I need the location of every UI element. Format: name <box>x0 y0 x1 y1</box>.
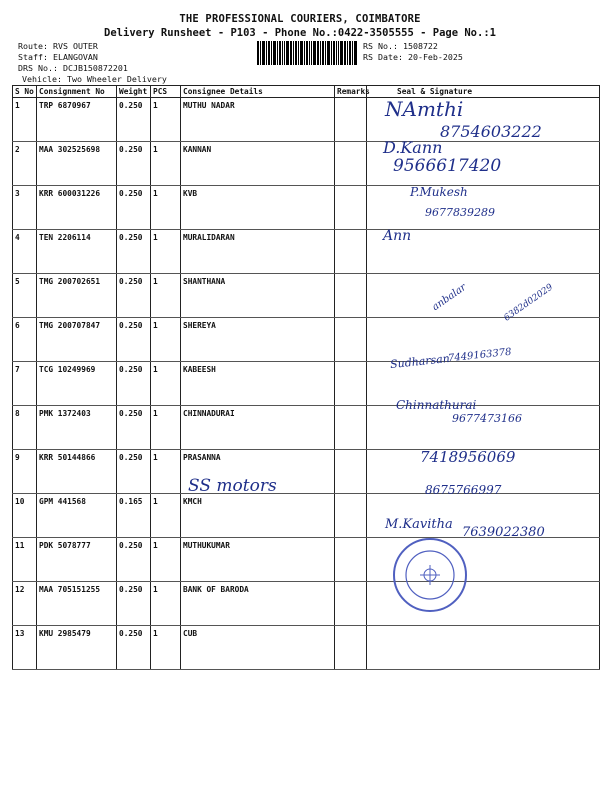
cell-weight: 0.250 <box>117 626 151 670</box>
cell-weight: 0.250 <box>117 186 151 230</box>
cell-weight: 0.250 <box>117 362 151 406</box>
cell-sno: 6 <box>13 318 37 362</box>
cell-consignee: SHANTHANA <box>181 274 335 318</box>
cell-pcs: 1 <box>151 406 181 450</box>
cell-weight: 0.250 <box>117 582 151 626</box>
cell-pcs: 1 <box>151 582 181 626</box>
cell-remarks <box>335 318 367 362</box>
drs-number: DRS No.: DCJB150872201 <box>18 63 128 73</box>
cell-consignee: MUTHU NADAR <box>181 98 335 142</box>
cell-sno: 4 <box>13 230 37 274</box>
cell-consignment: KMU 2985479 <box>37 626 117 670</box>
cell-pcs: 1 <box>151 318 181 362</box>
seal-stamp-icon <box>390 535 470 615</box>
cell-remarks <box>335 98 367 142</box>
cell-pcs: 1 <box>151 494 181 538</box>
handwritten-name: D.Kann <box>383 138 443 157</box>
table-row <box>13 582 600 626</box>
runsheet-subtitle: Delivery Runsheet - P103 - Phone No.:0422-3505555 - Page No.:1 <box>104 27 496 39</box>
cell-remarks <box>335 494 367 538</box>
cell-consignee: BANK OF BARODA <box>181 582 335 626</box>
cell-consignee: KABEESH <box>181 362 335 406</box>
cell-sno: 7 <box>13 362 37 406</box>
handwritten-name: NAmthi <box>385 97 464 121</box>
cell-consignment: KRR 600031226 <box>37 186 117 230</box>
cell-pcs: 1 <box>151 274 181 318</box>
cell-consignment: MAA 302525698 <box>37 142 117 186</box>
col-seal-signature: Seal & Signature <box>367 86 600 98</box>
route-label: Route: RVS OUTER <box>18 41 98 51</box>
handwritten-signature: Ann <box>383 228 412 244</box>
cell-pcs: 1 <box>151 538 181 582</box>
handwritten-name: Sudharsan <box>389 351 451 372</box>
cell-sno: 2 <box>13 142 37 186</box>
cell-remarks <box>335 538 367 582</box>
col-remarks: Remarks <box>335 86 367 98</box>
cell-remarks <box>335 626 367 670</box>
cell-remarks <box>335 186 367 230</box>
table-row <box>13 626 600 670</box>
cell-consignee: KANNAN <box>181 142 335 186</box>
cell-signature <box>367 626 600 670</box>
cell-sno: 8 <box>13 406 37 450</box>
handwritten-name: M.Kavitha <box>385 517 453 532</box>
runsheet-table <box>12 85 600 670</box>
handwritten-phone: 8675766997 <box>425 483 502 497</box>
handwritten-code: 6382d02029 <box>502 282 555 324</box>
cell-consignee: CUB <box>181 626 335 670</box>
cell-sno: 10 <box>13 494 37 538</box>
table-row <box>13 230 600 274</box>
cell-weight: 0.250 <box>117 230 151 274</box>
cell-remarks <box>335 230 367 274</box>
cell-sno: 5 <box>13 274 37 318</box>
cell-consignment: PDK 5078777 <box>37 538 117 582</box>
cell-consignment: KRR 50144866 <box>37 450 117 494</box>
handwritten-phone: 9566617420 <box>393 156 502 176</box>
cell-consignment: TMG 200707847 <box>37 318 117 362</box>
cell-pcs: 1 <box>151 626 181 670</box>
handwritten-phone: 7418956069 <box>420 448 516 466</box>
cell-remarks <box>335 450 367 494</box>
cell-consignment: TRP 6870967 <box>37 98 117 142</box>
cell-pcs: 1 <box>151 186 181 230</box>
cell-weight: 0.165 <box>117 494 151 538</box>
cell-remarks <box>335 274 367 318</box>
cell-consignment: TEN 2206114 <box>37 230 117 274</box>
barcode-icon <box>257 41 357 65</box>
cell-pcs: 1 <box>151 362 181 406</box>
vehicle-label: Vehicle: Two Wheeler Delivery <box>22 74 167 84</box>
handwritten-name: P.Mukesh <box>410 185 468 199</box>
col-sno: S No <box>13 86 37 98</box>
table-header-row <box>13 86 600 98</box>
cell-remarks <box>335 142 367 186</box>
cell-remarks <box>335 362 367 406</box>
handwritten-note: SS motors <box>188 476 277 496</box>
handwritten-phone: 8754603222 <box>440 122 542 141</box>
col-pcs: PCS <box>151 86 181 98</box>
cell-consignee: KMCH <box>181 494 335 538</box>
cell-weight: 0.250 <box>117 406 151 450</box>
handwritten-phone: 9677839289 <box>425 206 495 219</box>
col-consignee: Consignee Details <box>181 86 335 98</box>
cell-weight: 0.250 <box>117 142 151 186</box>
cell-remarks <box>335 406 367 450</box>
cell-pcs: 1 <box>151 230 181 274</box>
cell-sno: 13 <box>13 626 37 670</box>
staff-label: Staff: ELANGOVAN <box>18 52 98 62</box>
table-row <box>13 186 600 230</box>
cell-consignee: CHINNADURAI <box>181 406 335 450</box>
cell-consignee: MUTHUKUMAR <box>181 538 335 582</box>
cell-sno: 12 <box>13 582 37 626</box>
cell-consignment: PMK 1372403 <box>37 406 117 450</box>
cell-pcs: 1 <box>151 450 181 494</box>
cell-consignment: MAA 705151255 <box>37 582 117 626</box>
cell-sno: 11 <box>13 538 37 582</box>
handwritten-phone: 9677473166 <box>452 412 522 425</box>
handwritten-phone: 7449163378 <box>447 346 513 365</box>
cell-consignee: KVB <box>181 186 335 230</box>
handwritten-name: Chinnathurai <box>396 398 477 412</box>
cell-consignment: TCG 10249969 <box>37 362 117 406</box>
rs-number: RS No.: 1508722 <box>363 41 438 51</box>
col-consignment: Consignment No <box>37 86 117 98</box>
cell-sno: 1 <box>13 98 37 142</box>
cell-remarks <box>335 582 367 626</box>
cell-weight: 0.250 <box>117 274 151 318</box>
cell-consignment: GPM 441568 <box>37 494 117 538</box>
cell-weight: 0.250 <box>117 318 151 362</box>
cell-consignee: MURALIDARAN <box>181 230 335 274</box>
rs-date: RS Date: 20-Feb-2025 <box>363 52 463 62</box>
cell-consignee: SHEREYA <box>181 318 335 362</box>
handwritten-signature: anbalar <box>430 281 469 314</box>
cell-weight: 0.250 <box>117 98 151 142</box>
table-row <box>13 142 600 186</box>
company-title: THE PROFESSIONAL COURIERS, COIMBATORE <box>179 13 421 25</box>
col-weight: Weight <box>117 86 151 98</box>
table-row <box>13 538 600 582</box>
cell-consignee: PRASANNA <box>181 450 335 494</box>
cell-weight: 0.250 <box>117 450 151 494</box>
cell-consignment: TMG 200702651 <box>37 274 117 318</box>
cell-sno: 9 <box>13 450 37 494</box>
cell-weight: 0.250 <box>117 538 151 582</box>
cell-pcs: 1 <box>151 98 181 142</box>
cell-signature <box>367 274 600 318</box>
handwritten-phone: 7639022380 <box>462 525 545 540</box>
table-row <box>13 362 600 406</box>
cell-sno: 3 <box>13 186 37 230</box>
cell-pcs: 1 <box>151 142 181 186</box>
